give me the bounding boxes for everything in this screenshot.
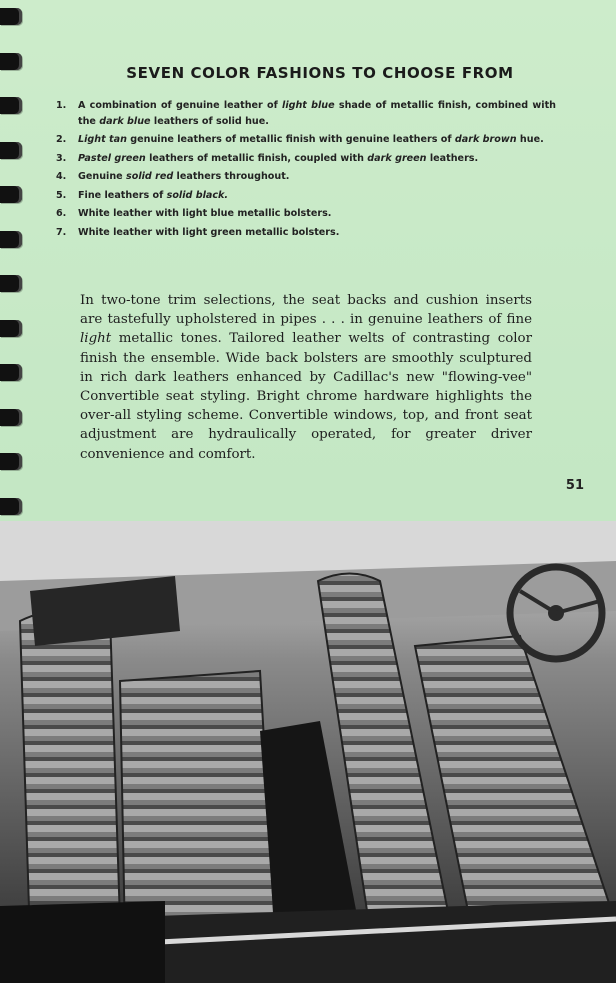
- emphasized-text: light: [80, 331, 112, 347]
- convertible-interior-illustration: [0, 521, 616, 983]
- text-run: In two-tone trim selections, the seat backs and cushion inserts are tastefully upholstered in pipes . . . in genuine leathers of fine: [80, 293, 532, 328]
- option-number: 2.: [56, 134, 67, 145]
- text-run: leathers.: [426, 152, 479, 164]
- text-run: Genuine: [78, 171, 127, 182]
- binding-hole: [0, 498, 22, 515]
- binding-hole: [0, 320, 22, 337]
- text-run: leathers of solid hue.: [150, 115, 269, 127]
- option-number: 3.: [56, 152, 67, 164]
- color-option: [56, 132, 556, 148]
- emphasized-text: dark blue: [99, 115, 151, 127]
- page-number: 51: [565, 478, 584, 493]
- body-paragraph: [80, 291, 532, 464]
- binding-hole: [0, 364, 22, 381]
- binding-hole: [0, 453, 22, 470]
- color-option: [56, 206, 556, 222]
- text-run: metallic tones. Tailored leather welts of contrasting color finish the ensemble. Wide back bolsters are smoothly sculptured in rich dark leathers enhanced by Cadillac's new "flowing-vee" Convertible seat styling. Bright chrome hardware highlights the over-all styling scheme. Convertible windows, top, and front seat adjustment are hydraulically operated, for greater driver convenience and comfort.: [80, 331, 532, 462]
- text-run: leathers of metallic finish, coupled with: [145, 152, 368, 164]
- emphasized-text: Pastel green: [78, 152, 146, 164]
- option-number: 6.: [56, 208, 67, 219]
- binding-hole: [0, 275, 22, 292]
- text-run: White leather with light blue metallic bolsters.: [78, 208, 332, 219]
- page-title: SEVEN COLOR FASHIONS TO CHOOSE FROM: [126, 64, 514, 82]
- text-run: shade of metallic finish, combined with the: [78, 100, 556, 127]
- option-number: 4.: [56, 171, 67, 182]
- text-run: White leather with light green metallic bolsters.: [78, 226, 340, 238]
- color-option: [56, 151, 556, 167]
- emphasized-text: dark green: [367, 152, 427, 164]
- color-option: [56, 98, 556, 129]
- binding-hole: [0, 97, 22, 114]
- color-option: [56, 188, 556, 204]
- color-option: [56, 225, 556, 241]
- binding-hole: [0, 53, 22, 70]
- emphasized-text: solid red: [126, 171, 174, 182]
- option-number: 1.: [56, 100, 67, 111]
- option-number: 7.: [56, 226, 67, 238]
- text-run: leathers throughout.: [173, 171, 290, 182]
- emphasized-text: solid black.: [166, 189, 229, 201]
- binding-hole: [0, 409, 22, 426]
- emphasized-text: Light tan: [78, 134, 127, 145]
- color-option: [56, 169, 556, 185]
- text-run: A combination of genuine leather of: [78, 100, 283, 111]
- binding-hole: [0, 186, 22, 203]
- text-run: genuine leathers of metallic finish with genuine leathers of: [126, 134, 455, 145]
- emphasized-text: dark brown: [454, 134, 517, 145]
- binding-hole: [0, 8, 22, 25]
- color-options-list: [56, 98, 556, 243]
- binding-hole: [0, 142, 22, 159]
- text-run: Fine leathers of: [78, 189, 167, 201]
- binding-hole: [0, 231, 22, 248]
- option-number: 5.: [56, 189, 67, 201]
- emphasized-text: light blue: [282, 100, 335, 111]
- text-run: hue.: [516, 134, 544, 145]
